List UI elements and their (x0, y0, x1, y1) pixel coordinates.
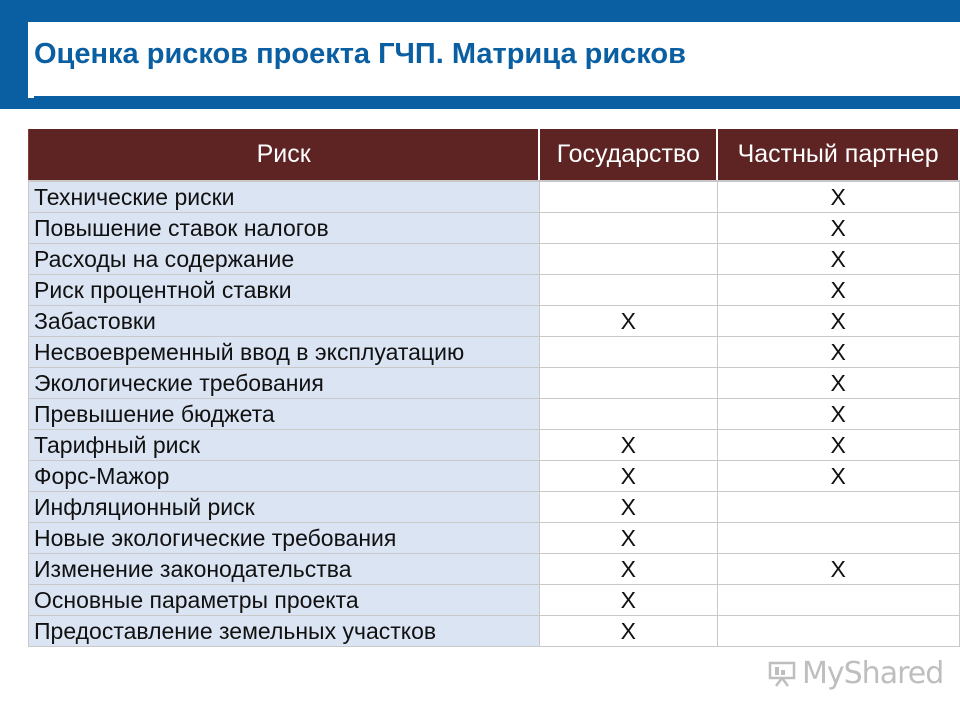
table-row (29, 492, 960, 523)
risk-cell: Инфляционный риск (29, 492, 540, 523)
table-row (29, 399, 960, 430)
risk-cell: Расходы на содержание (29, 244, 540, 275)
risk-cell: Предоставление земельных участков (29, 616, 540, 647)
presentation-icon (768, 661, 796, 687)
risk-cell: Основные параметры проекта (29, 585, 540, 616)
table-header-row (29, 128, 960, 181)
state-cell (539, 368, 717, 399)
state-cell (539, 181, 717, 213)
table-row (29, 430, 960, 461)
risk-cell: Экологические требования (29, 368, 540, 399)
risk-matrix (28, 127, 960, 647)
state-cell: X (539, 554, 717, 585)
watermark-text: MyShared (802, 656, 944, 691)
column-header-risk: Риск (29, 128, 540, 181)
title-underline (34, 96, 960, 100)
state-cell: X (539, 461, 717, 492)
risk-cell: Технические риски (29, 181, 540, 213)
risk-cell: Риск процентной ставки (29, 275, 540, 306)
risk-cell: Превышение бюджета (29, 399, 540, 430)
partner-cell (717, 523, 959, 554)
state-cell (539, 399, 717, 430)
table-row (29, 585, 960, 616)
table-row (29, 337, 960, 368)
table-row (29, 461, 960, 492)
partner-cell: X (717, 554, 959, 585)
partner-cell: X (717, 368, 959, 399)
partner-cell: X (717, 399, 959, 430)
column-header-state: Государство (539, 128, 717, 181)
partner-cell: X (717, 213, 959, 244)
state-cell (539, 275, 717, 306)
partner-cell: X (717, 181, 959, 213)
table-row (29, 554, 960, 585)
risk-cell: Новые экологические требования (29, 523, 540, 554)
partner-cell: X (717, 461, 959, 492)
state-cell (539, 213, 717, 244)
partner-cell: X (717, 306, 959, 337)
partner-cell: X (717, 430, 959, 461)
partner-cell (717, 616, 959, 647)
table-row (29, 368, 960, 399)
page-title: Оценка рисков проекта ГЧП. Матрица рисков (34, 38, 686, 70)
table-row (29, 523, 960, 554)
state-cell: X (539, 306, 717, 337)
partner-cell: X (717, 275, 959, 306)
watermark (768, 656, 943, 691)
table-row (29, 275, 960, 306)
table-row (29, 616, 960, 647)
state-cell (539, 244, 717, 275)
header-top-strip (0, 0, 960, 22)
state-cell (539, 337, 717, 368)
state-cell: X (539, 616, 717, 647)
header-left-strip (0, 0, 28, 109)
partner-cell: X (717, 244, 959, 275)
table-row (29, 244, 960, 275)
risk-cell: Несвоевременный ввод в эксплуатацию (29, 337, 540, 368)
partner-cell: X (717, 337, 959, 368)
table-row (29, 213, 960, 244)
risk-cell: Повышение ставок налогов (29, 213, 540, 244)
partner-cell (717, 585, 959, 616)
table-row (29, 181, 960, 213)
risk-table (28, 127, 960, 647)
column-header-partner: Частный партнер (717, 128, 959, 181)
risk-cell: Тарифный риск (29, 430, 540, 461)
risk-cell: Форс-Мажор (29, 461, 540, 492)
state-cell: X (539, 585, 717, 616)
state-cell: X (539, 492, 717, 523)
table-row (29, 306, 960, 337)
risk-cell: Забастовки (29, 306, 540, 337)
risk-cell: Изменение законодательства (29, 554, 540, 585)
partner-cell (717, 492, 959, 523)
state-cell: X (539, 430, 717, 461)
state-cell: X (539, 523, 717, 554)
